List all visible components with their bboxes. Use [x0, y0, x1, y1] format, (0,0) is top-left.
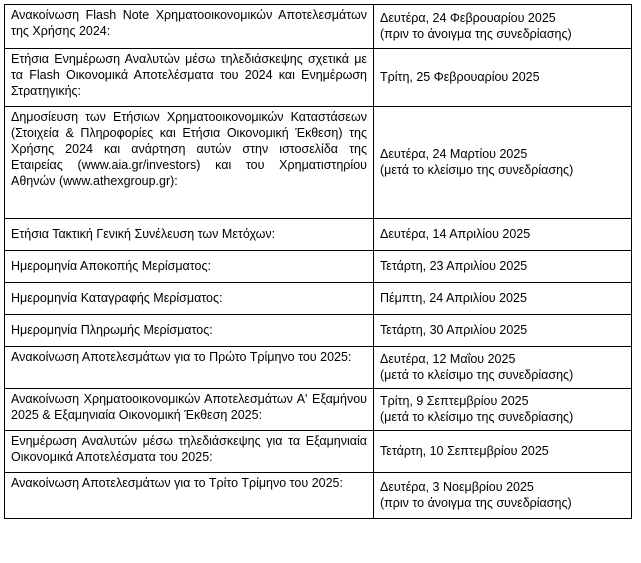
- table-row: [5, 49, 632, 107]
- date-text: Τρίτη, 25 Φεβρουαρίου 2025: [380, 70, 540, 84]
- table-row: [5, 473, 632, 519]
- date-cell: [374, 431, 632, 473]
- financial-calendar: [4, 4, 632, 519]
- table-row: [5, 315, 632, 347]
- event-cell: Ενημέρωση Αναλυτών μέσω τηλεδιάσκεψης για τα Εξαμηνιαία Οικονομικά Αποτελέσματα του 2025:: [5, 431, 374, 473]
- table-row: [5, 107, 632, 219]
- table-row: [5, 347, 632, 389]
- date-cell: [374, 107, 632, 219]
- date-cell: [374, 251, 632, 283]
- date-note: (μετά το κλείσιμο της συνεδρίασης): [380, 163, 574, 177]
- table-row: [5, 251, 632, 283]
- event-cell: Ανακοίνωση Flash Note Χρηματοοικονομικών Αποτελεσμάτων της Χρήσης 2024:: [5, 5, 374, 49]
- table-row: [5, 431, 632, 473]
- event-cell: Ανακοίνωση Αποτελεσμάτων για το Πρώτο Τρίμηνο του 2025:: [5, 347, 374, 389]
- date-note: (πριν το άνοιγμα της συνεδρίασης): [380, 496, 572, 510]
- date-text: Τρίτη, 9 Σεπτεμβρίου 2025: [380, 394, 529, 408]
- date-cell: [374, 5, 632, 49]
- date-cell: [374, 283, 632, 315]
- event-cell: Ημερομηνία Καταγραφής Μερίσματος:: [5, 283, 374, 315]
- date-text: Πέμπτη, 24 Απριλίου 2025: [380, 291, 527, 305]
- date-cell: [374, 473, 632, 519]
- date-note: (μετά το κλείσιμο της συνεδρίασης): [380, 410, 574, 424]
- event-cell: Ετήσια Ενημέρωση Αναλυτών μέσω τηλεδιάσκεψης σχετικά με τα Flash Οικονομικά Αποτελέσματα του 2024 και Ενημέρωση Στρατηγικής:: [5, 49, 374, 107]
- date-text: Τετάρτη, 30 Απριλίου 2025: [380, 323, 528, 337]
- date-cell: [374, 347, 632, 389]
- event-cell: Ετήσια Τακτική Γενική Συνέλευση των Μετόχων:: [5, 219, 374, 251]
- event-cell: Ημερομηνία Πληρωμής Μερίσματος:: [5, 315, 374, 347]
- event-cell: Ημερομηνία Αποκοπής Μερίσματος:: [5, 251, 374, 283]
- date-text: Δευτέρα, 14 Απριλίου 2025: [380, 227, 531, 241]
- date-text: Δευτέρα, 24 Μαρτίου 2025: [380, 147, 528, 161]
- event-cell: Ανακοίνωση Χρηματοοικονομικών Αποτελεσμάτων Α' Εξαμήνου 2025 & Εξαμηνιαία Οικονομική Έκθεση 2025:: [5, 389, 374, 431]
- date-cell: [374, 315, 632, 347]
- table-row: [5, 5, 632, 49]
- table-row: [5, 389, 632, 431]
- date-text: Δευτέρα, 24 Φεβρουαρίου 2025: [380, 11, 556, 25]
- date-text: Δευτέρα, 3 Νοεμβρίου 2025: [380, 480, 534, 494]
- date-text: Δευτέρα, 12 Μαΐου 2025: [380, 352, 516, 366]
- date-cell: [374, 49, 632, 107]
- event-cell: Ανακοίνωση Αποτελεσμάτων για το Τρίτο Τρίμηνο του 2025:: [5, 473, 374, 519]
- date-note: (μετά το κλείσιμο της συνεδρίασης): [380, 368, 574, 382]
- date-text: Τετάρτη, 10 Σεπτεμβρίου 2025: [380, 444, 549, 458]
- table-row: [5, 219, 632, 251]
- financial-calendar-table: [4, 4, 632, 519]
- date-text: Τετάρτη, 23 Απριλίου 2025: [380, 259, 528, 273]
- table-row: [5, 283, 632, 315]
- date-note: (πριν το άνοιγμα της συνεδρίασης): [380, 27, 572, 41]
- date-cell: [374, 219, 632, 251]
- event-cell: Δημοσίευση των Ετήσιων Χρηματοοικονομικών Καταστάσεων (Στοιχεία & Πληροφορίες και Ετήσια Οικονομική Έκθεση) της Χρήσης 2024 και ανάρτηση αυτών στην ιστοσελίδα της Εταιρείας (www.aia.gr/investors) και του Χρηματιστηρίου Αθηνών (www.athexgroup.gr):: [5, 107, 374, 219]
- date-cell: [374, 389, 632, 431]
